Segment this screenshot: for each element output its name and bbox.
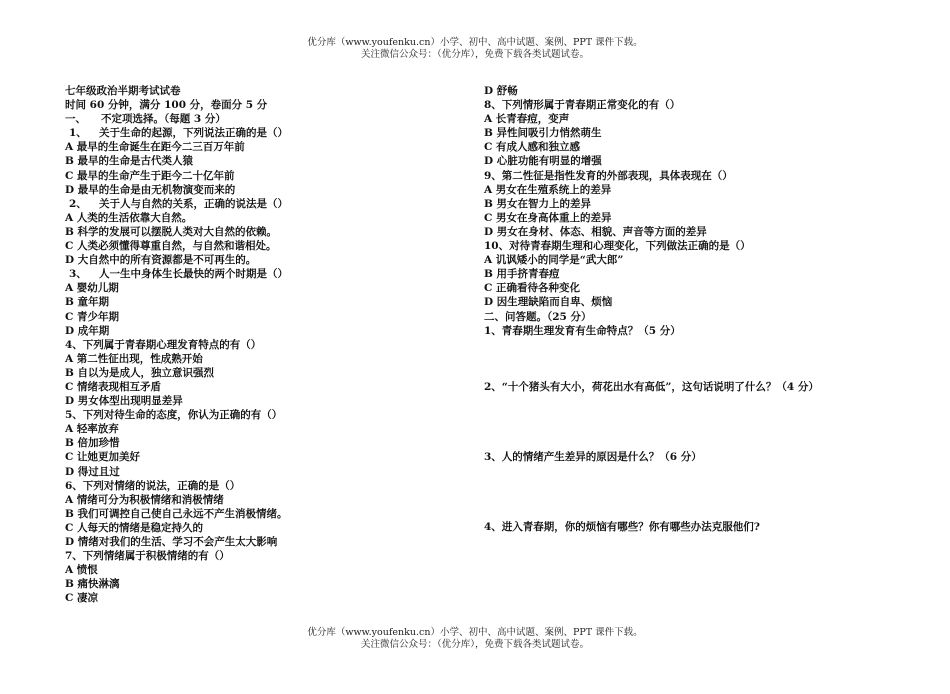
q5-option-a: A 轻率放弃 xyxy=(65,423,119,436)
answer-space-3 xyxy=(484,464,924,520)
q5-option-d: D 得过且过 xyxy=(65,465,120,478)
q6-option-c: C 人每天的情绪是稳定持久的 xyxy=(65,521,204,534)
question-3-number: 3、 xyxy=(69,268,87,281)
header-watermark xyxy=(0,37,950,61)
question-2-stem xyxy=(65,197,465,211)
q5-option-b: B 倍加珍惜 xyxy=(65,437,120,450)
q8-option-c: C 有成人感和独立感 xyxy=(484,141,581,154)
left-column xyxy=(65,84,465,605)
section-1-heading xyxy=(65,112,465,126)
q3-option-d: D 成年期 xyxy=(65,324,110,337)
q7-option-a: A 愤恨 xyxy=(65,564,98,577)
q8-option-b: B 异性间吸引力悄然萌生 xyxy=(484,127,602,140)
q1-option-b: B 最早的生命是古代类人猿 xyxy=(65,155,194,168)
question-4-stem: 4、下列属于青春期心理发育特点的有（） xyxy=(65,338,262,351)
question-3-text: 人一生中身体生长最快的两个时期是（） xyxy=(99,268,288,281)
question-7-stem: 7、下列情绪属于积极情绪的有（） xyxy=(65,550,230,563)
question-8-stem: 8、下列情形属于青春期正常变化的有（） xyxy=(484,99,681,112)
question-2-text: 关于人与自然的关系，正确的说法是（） xyxy=(99,197,288,210)
q7-option-c: C 凄凉 xyxy=(65,592,99,605)
q10-option-d: D 因生理缺陷而自卑、烦恼 xyxy=(484,296,613,309)
q6-option-a: A 情绪可分为积极情绪和消极情绪 xyxy=(65,493,224,506)
q3-option-c: C 青少年期 xyxy=(65,310,120,323)
q4-option-c: C 情绪表现相互矛盾 xyxy=(65,380,162,393)
right-column xyxy=(484,84,924,534)
q2-option-b: B 科学的发展可以摆脱人类对大自然的依赖。 xyxy=(65,225,278,238)
question-10-stem: 10、对待青春期生理和心理变化，下列做法正确的是（） xyxy=(484,240,751,253)
footer-watermark xyxy=(0,627,950,651)
q1-option-c: C 最早的生命产生于距今二十亿年前 xyxy=(65,169,235,182)
answer-space-2 xyxy=(484,394,924,450)
section-1-label: 不定项选择。（每题 3 分） xyxy=(101,113,226,126)
q10-option-c: C 正确看待各种变化 xyxy=(484,282,581,295)
q6-option-b: B 我们可调控自己使自己永远不产生消极情绪。 xyxy=(65,507,288,520)
question-1-number: 1、 xyxy=(69,127,87,140)
q1-option-a: A 最早的生命诞生在距今二三百万年前 xyxy=(65,141,245,154)
q3-option-a: A 婴幼儿期 xyxy=(65,282,119,295)
exam-meta: 时间 60 分钟，满分 100 分，卷面分 5 分 xyxy=(65,99,268,112)
q5-option-c: C 让她更加美好 xyxy=(65,451,141,464)
q1-option-d: D 最早的生命是由无机物演变而来的 xyxy=(65,183,236,196)
section-2-heading: 二、问答题。（25 分） xyxy=(484,310,592,323)
q7-option-b: B 痛快淋漓 xyxy=(65,578,120,591)
question-2-number: 2、 xyxy=(69,197,87,210)
q7-option-d: D 舒畅 xyxy=(484,85,518,97)
q9-option-a: A 男女在生殖系统上的差异 xyxy=(484,183,612,196)
q3-option-b: B 童年期 xyxy=(65,296,110,309)
q10-option-a: A 讥讽矮小的同学是“武大郎” xyxy=(484,254,624,267)
q4-option-d: D 男女体型出现明显差异 xyxy=(65,395,183,408)
question-1-text: 关于生命的起源，下列说法正确的是（） xyxy=(99,127,288,140)
q2-option-a: A 人类的生活依靠大自然。 xyxy=(65,211,193,224)
q4-option-a: A 第二性征出现，性成熟开始 xyxy=(65,352,203,365)
q9-option-c: C 男女在身高体重上的差异 xyxy=(484,211,612,224)
q8-option-a: A 长青春痘，变声 xyxy=(484,113,570,126)
question-1-stem xyxy=(65,126,465,140)
q9-option-b: B 男女在智力上的差异 xyxy=(484,197,592,210)
question-9-stem: 9、第二性征是指性发育的外部表现，具体表现在（） xyxy=(484,169,733,182)
short-answer-3: 3、人的情绪产生差异的原因是什么？（6 分） xyxy=(484,450,702,463)
banner-line-1: 优分库（www.youfenku.cn）小学、初中、高中试题、案例、PPT 课件下载。 xyxy=(307,37,643,48)
q2-option-c: C 人类必须懂得尊重自然，与自然和谐相处。 xyxy=(65,240,277,253)
answer-space-1 xyxy=(484,338,924,380)
q10-option-b: B 用手挤青春痘 xyxy=(484,268,560,281)
banner-line-2: 关注微信公众号：（优分库），免费下载各类试题试卷。 xyxy=(360,49,589,60)
short-answer-2: 2、“十个猪头有大小，荷花出水有高低”，这句话说明了什么？（4 分） xyxy=(484,380,819,393)
q8-option-d: D 心脏功能有明显的增强 xyxy=(484,155,602,168)
footer-line-2: 关注微信公众号：（优分库），免费下载各类试题试卷。 xyxy=(360,639,589,650)
question-6-stem: 6、下列对情绪的说法，正确的是（） xyxy=(65,479,241,492)
q4-option-b: B 自以为是成人，独立意识强烈 xyxy=(65,366,215,379)
question-3-stem xyxy=(65,267,465,281)
q2-option-d: D 大自然中的所有资源都是不可再生的。 xyxy=(65,254,257,267)
short-answer-4: 4、进入青春期，你的烦恼有哪些？你有哪些办法克服他们? xyxy=(484,520,760,533)
question-5-stem: 5、下列对待生命的态度，你认为正确的有（） xyxy=(65,409,283,422)
footer-line-1: 优分库（www.youfenku.cn）小学、初中、高中试题、案例、PPT 课件下载。 xyxy=(307,627,643,638)
q9-option-d: D 男女在身材、体态、相貌、声音等方面的差异 xyxy=(484,225,707,238)
exam-title: 七年级政治半期考试试卷 xyxy=(65,85,181,97)
section-1-number: 一、 xyxy=(65,113,86,126)
q6-option-d: D 情绪对我们的生活、学习不会产生太大影响 xyxy=(65,536,278,548)
short-answer-1: 1、青春期生理发育有生命特点？（5 分） xyxy=(484,324,681,337)
